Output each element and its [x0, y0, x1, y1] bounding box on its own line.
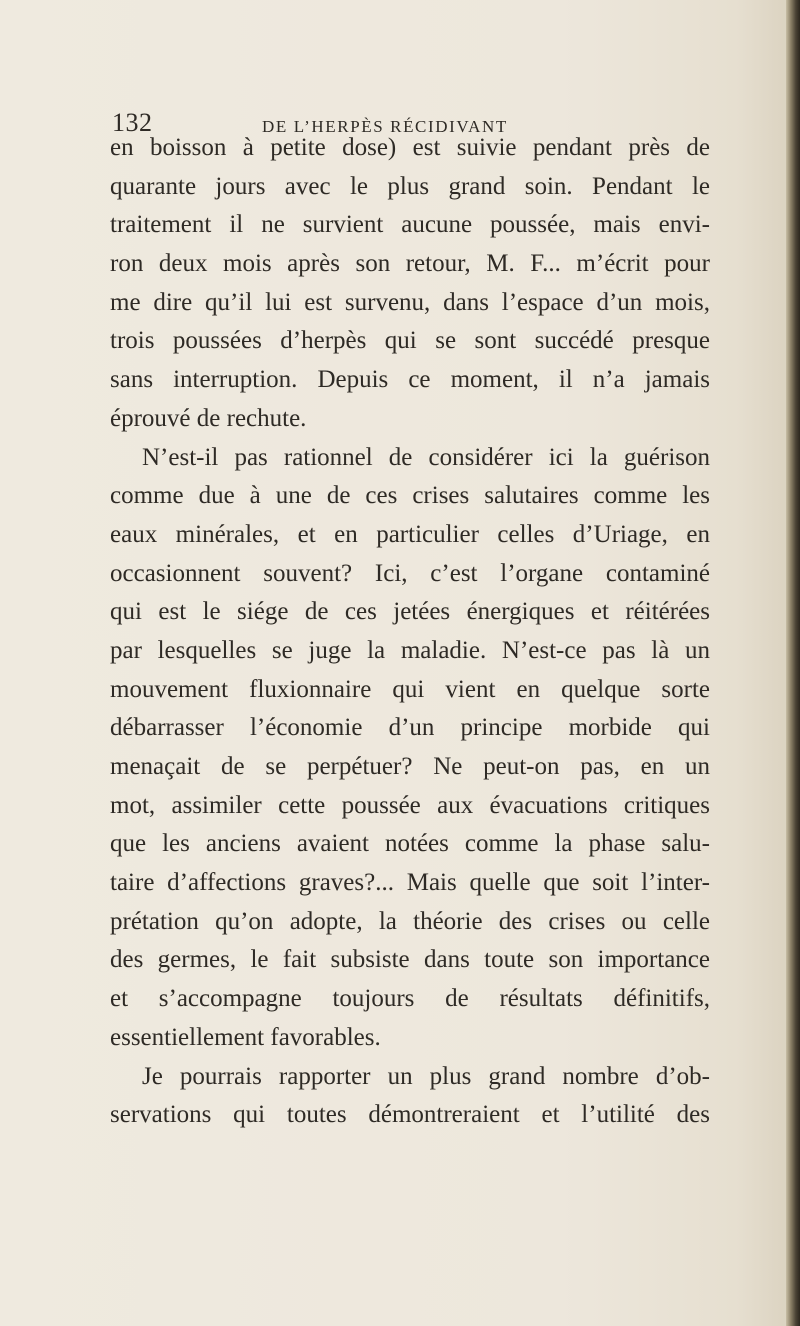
- running-title: DE L’HERPÈS RÉCIDIVANT: [262, 117, 508, 136]
- text-line: débarrasser l’économie d’un principe morbide qui: [110, 714, 710, 742]
- text-line: trois poussées d’herpès qui se sont succédé presque: [110, 327, 710, 355]
- text-line: mouvement fluxionnaire qui vient en quelque sorte: [110, 675, 710, 703]
- text-line: et s’accompagne toujours de résultats définitifs,: [110, 985, 710, 1013]
- text-line: eaux minérales, et en particulier celles d’Uriage, en: [110, 520, 710, 548]
- text-line: taire d’affections graves?... Mais quelle que soit l’inter-: [110, 869, 710, 897]
- text-line: ron deux mois après son retour, M. F... m’écrit pour: [110, 250, 710, 278]
- text-line: éprouvé de rechute.: [110, 404, 307, 432]
- text-line: occasionnent souvent? Ici, c’est l’organe contaminé: [110, 559, 710, 587]
- text-line: comme due à une de ces crises salutaires comme les: [110, 482, 710, 510]
- text-line: qui est le siége de ces jetées énergiques et réitérées: [110, 598, 710, 626]
- scanned-page-edge: [786, 0, 800, 1326]
- text-line: N’est-il pas rationnel de considérer ici la guérison: [142, 443, 710, 471]
- text-line: quarante jours avec le plus grand soin. Pendant le: [110, 172, 710, 200]
- text-line: en boisson à petite dose) est suivie pendant près de: [110, 134, 710, 161]
- page-number: 132: [112, 108, 153, 137]
- text-line: Je pourrais rapporter un plus grand nombre d’ob-: [142, 1062, 710, 1090]
- text-line: par lesquelles se juge la maladie. N’est-ce pas là un: [110, 636, 710, 664]
- text-line: menaçait de se perpétuer? Ne peut-on pas, en un: [110, 753, 710, 780]
- text-line: traitement il ne survient aucune poussée, mais envi-: [110, 211, 710, 239]
- text-line: prétation qu’on adopte, la théorie des crises ou celle: [110, 907, 710, 935]
- text-line: essentiellement favorables.: [110, 1023, 381, 1051]
- text-line: que les anciens avaient notées comme la phase salu-: [110, 830, 710, 858]
- text-line: sans interruption. Depuis ce moment, il n’a jamais: [110, 366, 710, 394]
- text-line: me dire qu’il lui est survenu, dans l’espace d’un mois,: [110, 288, 710, 316]
- text-line: mot, assimiler cette poussée aux évacuations critiques: [110, 791, 710, 819]
- text-line: servations qui toutes démontreraient et l’utilité des: [110, 1101, 710, 1129]
- body-text: [110, 129, 710, 1135]
- text-line: des germes, le fait subsiste dans toute son importance: [110, 946, 710, 974]
